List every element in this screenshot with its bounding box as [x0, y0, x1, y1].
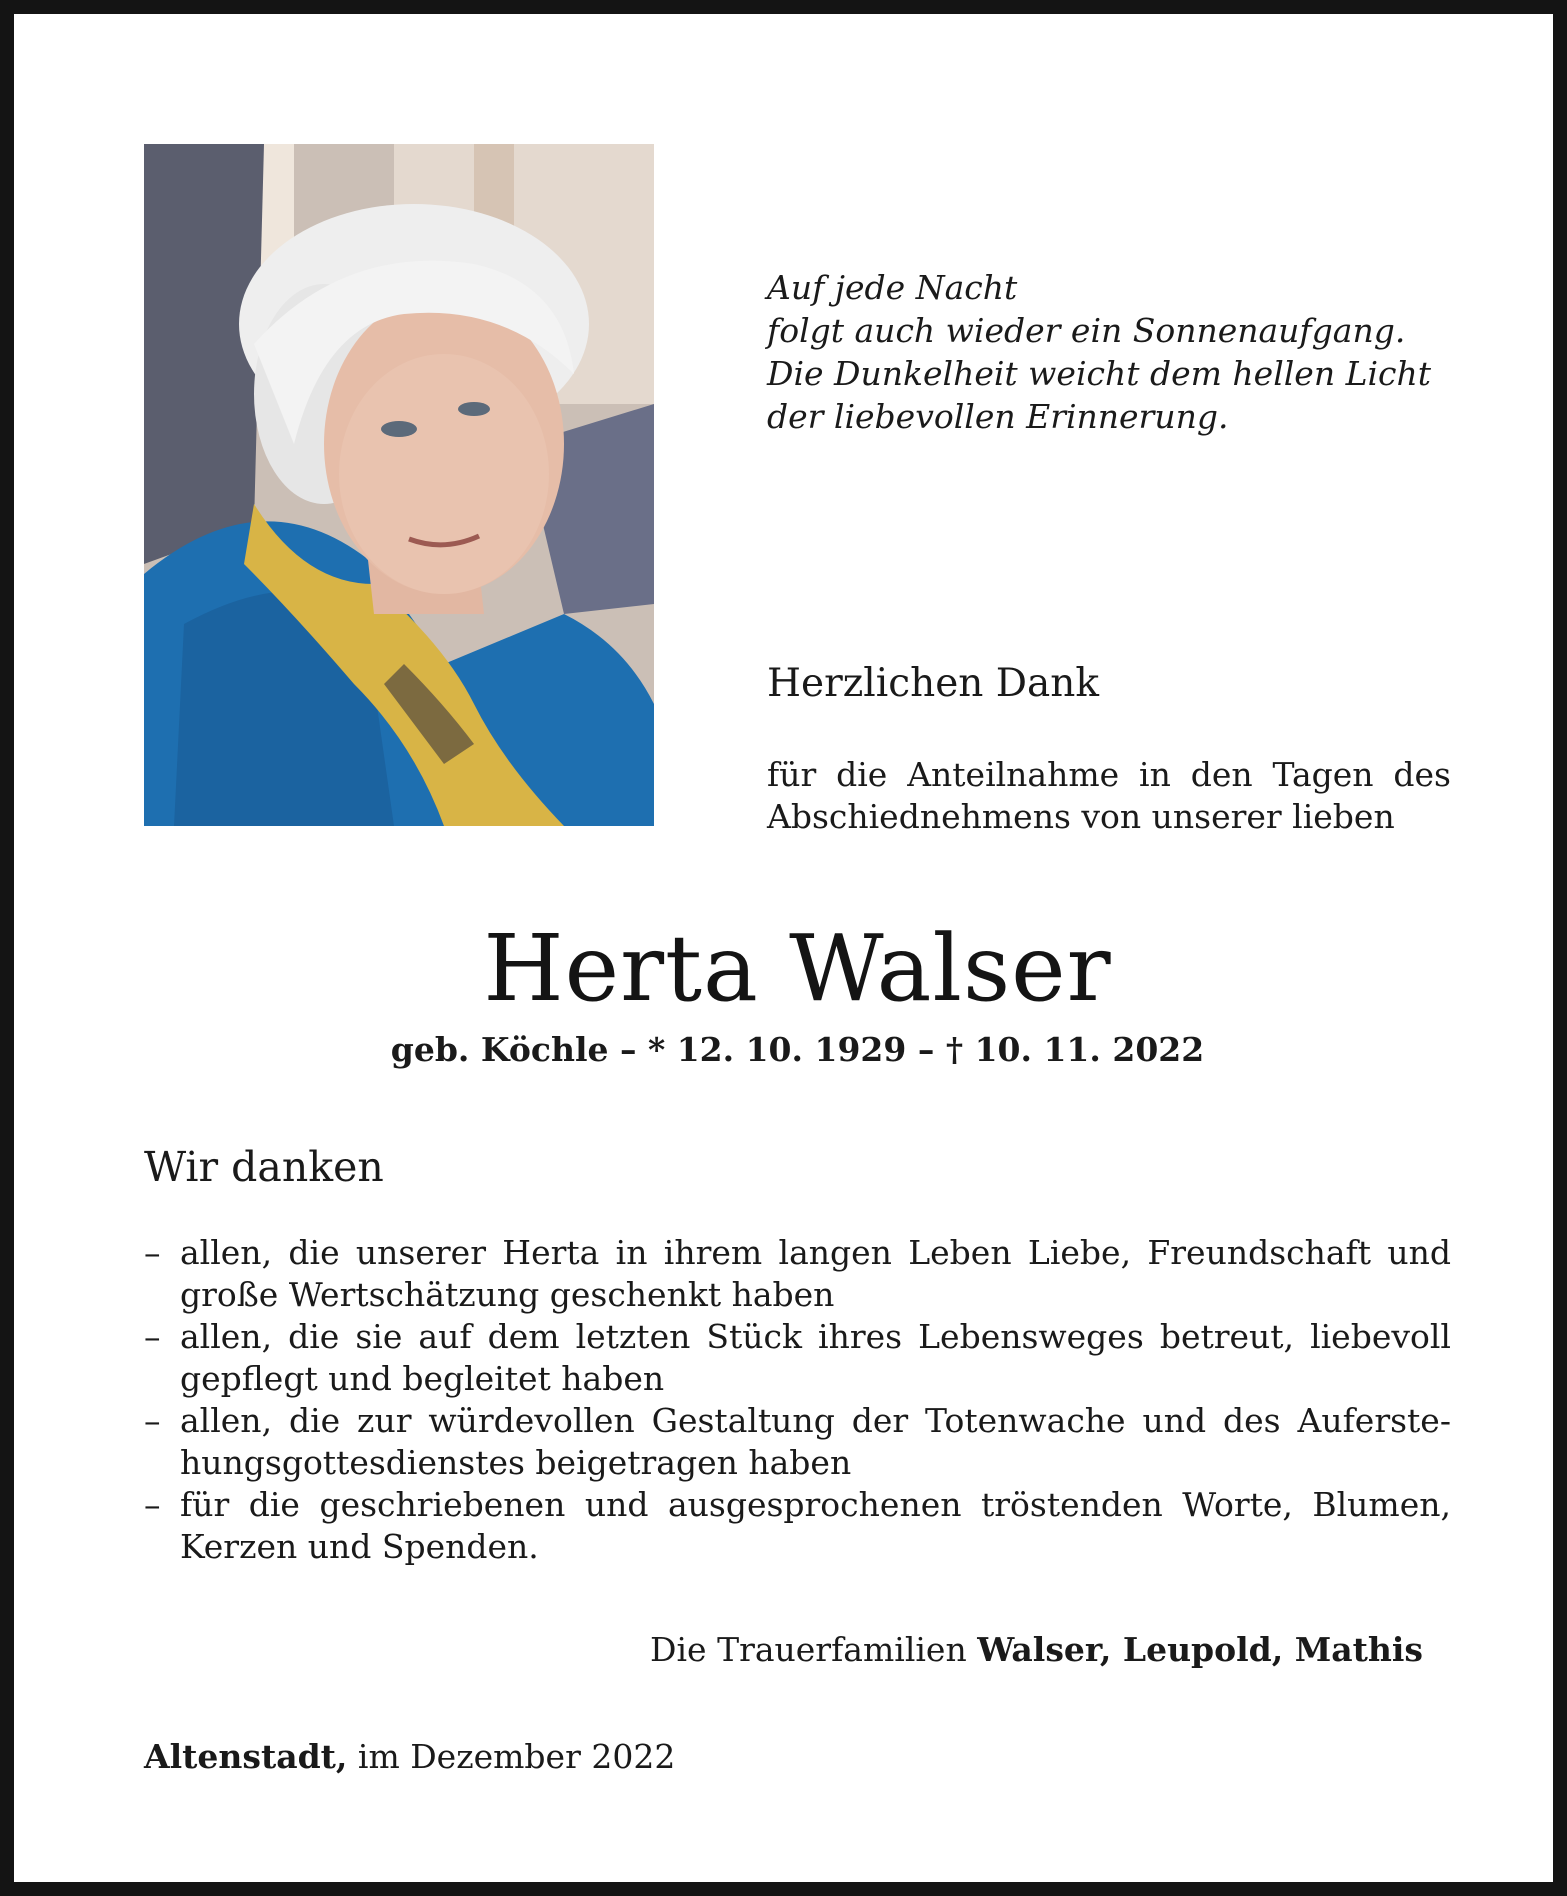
thanks-line: für die Anteilnahme in den Tagen des — [767, 755, 1451, 794]
publication-date: im Dezember 2022 — [357, 1737, 676, 1776]
family-names: Walser, Leupold, Mathis — [977, 1630, 1423, 1669]
list-item-line: allen, die unserer Herta in ihrem langen Leben Liebe, Freundschaft und — [180, 1233, 1451, 1272]
dash-bullet: – — [144, 1233, 161, 1272]
dash-bullet: – — [144, 1485, 161, 1524]
gratitude-heading: Wir danken — [144, 1143, 384, 1191]
place-name: Altenstadt, — [144, 1737, 348, 1776]
gratitude-list — [144, 1232, 1451, 1568]
list-item — [144, 1316, 1451, 1400]
list-item-line: hungsgottesdienstes beigetragen haben — [180, 1443, 852, 1482]
quote-line: der liebevollen Erinnerung. — [767, 397, 1229, 436]
place-and-date — [144, 1736, 675, 1778]
list-item-line: allen, die zur würdevollen Gestaltung der Totenwache und des Auferste- — [180, 1401, 1451, 1440]
life-dates: geb. Köchle – * 12. 10. 1929 – † 10. 11. 2022 — [390, 1030, 1205, 1069]
list-item-line: große Wertschätzung geschenkt haben — [180, 1275, 835, 1314]
thanks-text — [767, 754, 1451, 838]
memorial-quote — [767, 266, 1431, 438]
list-item-line: allen, die sie auf dem letzten Stück ihres Lebensweges betreut, liebevoll — [180, 1317, 1451, 1356]
thanks-heading: Herzlichen Dank — [767, 661, 1100, 706]
list-item-line: für die geschriebenen und ausgesprochenen tröstenden Worte, Blumen, — [180, 1485, 1451, 1524]
dash-bullet: – — [144, 1317, 161, 1356]
list-item — [144, 1232, 1451, 1316]
signature-prefix: Die Trauerfamilien — [650, 1630, 967, 1669]
thanks-line: Abschiednehmens von unserer lieben — [767, 797, 1395, 836]
deceased-name: Herta Walser — [483, 915, 1112, 1022]
quote-line: Auf jede Nacht — [767, 268, 1018, 307]
list-item — [144, 1400, 1451, 1484]
dash-bullet: – — [144, 1401, 161, 1440]
list-item-line: gepflegt und begleitet haben — [180, 1359, 665, 1398]
quote-line: folgt auch wieder ein Sonnenaufgang. — [767, 311, 1406, 350]
quote-line: Die Dunkelheit weicht dem hellen Licht — [767, 354, 1432, 393]
signature-families — [650, 1629, 1423, 1671]
list-item-line: Kerzen und Spenden. — [180, 1527, 539, 1566]
list-item — [144, 1484, 1451, 1568]
portrait-photo — [144, 144, 654, 826]
